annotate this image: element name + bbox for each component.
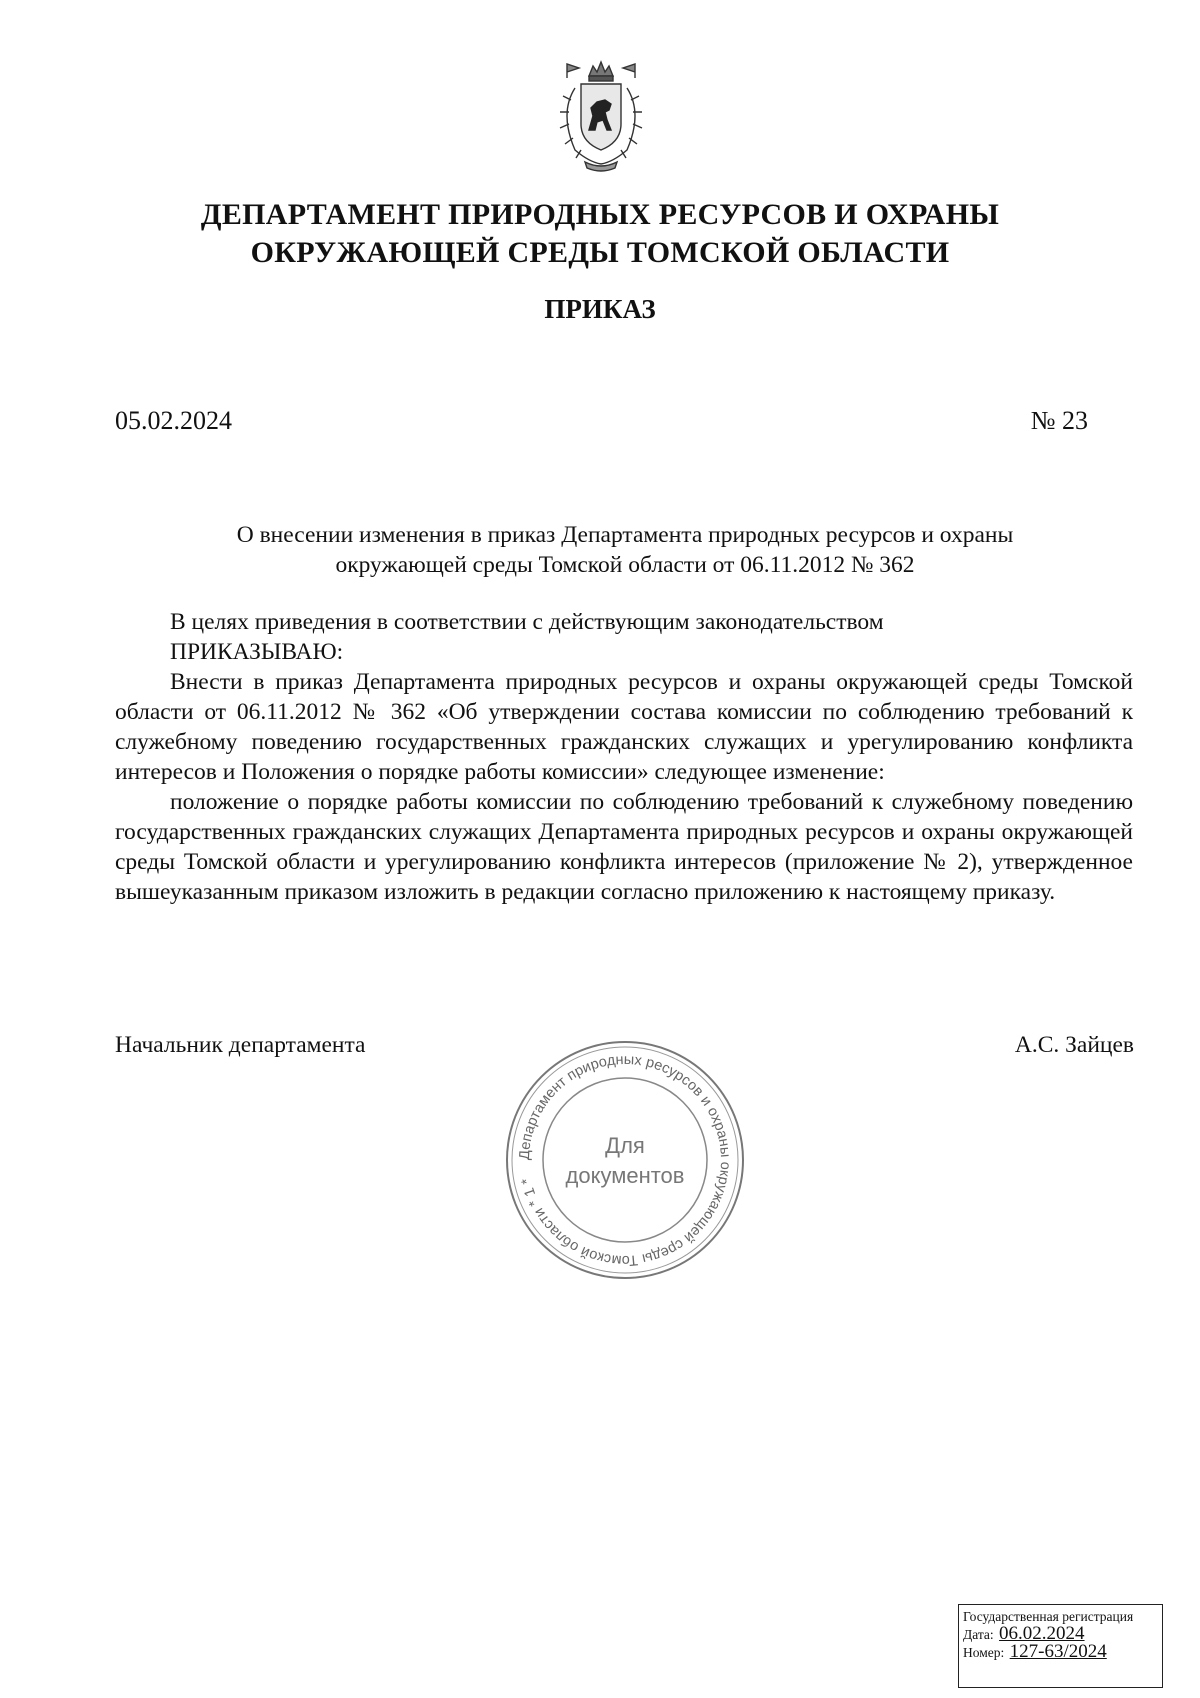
body-paragraph-regulation: положение о порядке работы комиссии по соблюдению требований к служебному поведению государственных гражданских служащих Департамента природных ресурсов и охраны окружающей среды Томской области и урегулированию конфликта интересов (приложение № 2), утвержденное вышеуказанным приказом изложить в редакции согласно приложению к настоящему приказу. [115, 789, 1133, 905]
department-title [100, 196, 1100, 272]
subject-line1: О внесении изменения в приказ Департамента природных ресурсов и охраны [236, 522, 1014, 548]
department-title-line2: ОКРУЖАЮЩЕЙ СРЕДЫ ТОМСКОЙ ОБЛАСТИ [250, 236, 950, 269]
seal-center-line1: Для [605, 1133, 645, 1158]
signer-title: Начальник департамента [115, 1032, 366, 1058]
seal-ring-text: Департамент природных ресурсов и охраны окружающей среды Томской области * 1 * [516, 1051, 734, 1269]
body-paragraph-order: ПРИКАЗЫВАЮ: [170, 639, 344, 665]
body-paragraph-purpose: В целях приведения в соответствии с действующим законодательством [170, 609, 884, 635]
order-subject [115, 520, 1135, 580]
body-paragraph-amendment: Внести в приказ Департамента природных ресурсов и охраны окружающей среды Томской области от 06.11.2012 № 362 «Об утверждении состава комиссии по соблюдению требований к служебному поведению государственных гражданских служащих и урегулированию конфликта интересов и Положения о порядке работы комиссии» следующее изменение: [115, 669, 1133, 785]
order-number: № 23 [1030, 406, 1088, 435]
official-seal [500, 1035, 750, 1285]
department-title-line1: ДЕПАРТАМЕНТ ПРИРОДНЫХ РЕСУРСОВ И ОХРАНЫ [200, 198, 1000, 231]
registration-box [958, 1604, 1163, 1688]
signer-name: А.С. Зайцев [1014, 1032, 1134, 1058]
order-body [115, 607, 1133, 907]
registration-date-label: Дата: [963, 1627, 994, 1642]
registration-number-row [963, 1643, 1158, 1661]
registration-number-value: 127-63/2024 [1009, 1641, 1107, 1662]
subject-line2: окружающей среды Томской области от 06.11.2012 № 362 [335, 552, 915, 578]
order-date: 05.02.2024 [115, 406, 232, 435]
document-type: ПРИКАЗ [544, 294, 656, 324]
registration-date-value: 06.02.2024 [999, 1623, 1085, 1644]
registration-heading: Государственная регистрация [963, 1609, 1134, 1624]
tomsk-region-coat-of-arms-icon [545, 58, 657, 176]
seal-center-line2: документов [565, 1163, 685, 1188]
registration-number-label: Номер: [963, 1645, 1005, 1660]
